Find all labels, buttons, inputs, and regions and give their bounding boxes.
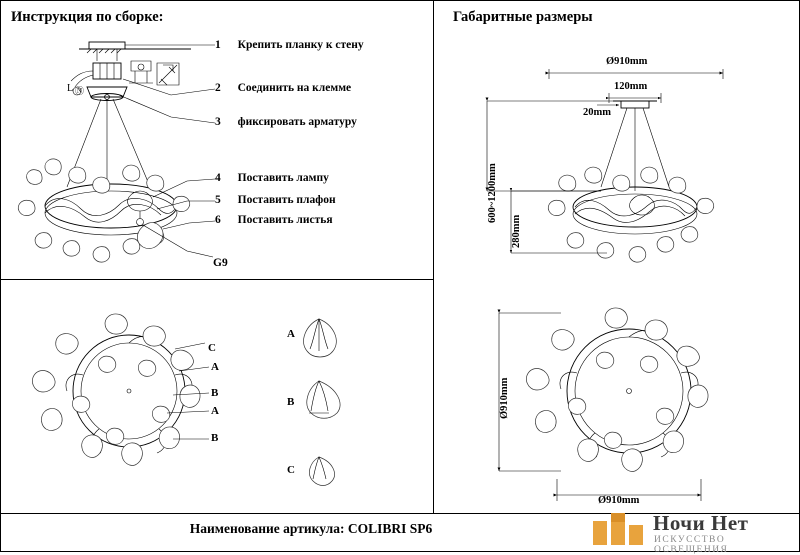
plan-letter-c: C xyxy=(208,342,216,354)
svg-text:L: L xyxy=(67,83,74,94)
dim-plate-height: 20mm xyxy=(583,107,611,118)
assembly-step-4: 4 Поставить лампу xyxy=(215,172,329,184)
part-letter-c: C xyxy=(287,464,295,476)
dim-plate-width: 120mm xyxy=(614,81,648,92)
part-letter-b: B xyxy=(287,396,295,408)
page-title-assembly: Инструкция по сборке: xyxy=(11,9,164,25)
article-caption: Наименование артикула: COLIBRI SP6 xyxy=(189,521,433,536)
plan-letter-b2: B xyxy=(211,432,219,444)
svg-text:Ⓝ: Ⓝ xyxy=(75,86,85,96)
assembly-step-6: 6 Поставить листья xyxy=(215,214,333,226)
plan-letter-b1: B xyxy=(211,387,219,399)
assembly-step-3: 3 фиксировать арматуру xyxy=(215,116,357,128)
assembly-step-2: 2 Соединить на клемме xyxy=(215,82,352,94)
logo-name: Ночи Нет xyxy=(653,511,749,535)
plan-letter-a2: A xyxy=(211,405,219,417)
dim-plan-diameter-horizontal: Ø910mm xyxy=(598,495,640,506)
vertical-divider xyxy=(433,1,434,513)
dim-top-width: Ø910mm xyxy=(606,56,648,67)
assembly-step-1: 1 Крепить планку к стену xyxy=(215,39,364,51)
dim-body-height: 280mm xyxy=(511,214,522,248)
dim-drop-range: 600~1200mm xyxy=(487,163,498,223)
page-title-dimensions: Габаритные размеры xyxy=(453,9,593,25)
plan-letter-a1: A xyxy=(211,361,219,373)
technical-drawing xyxy=(1,1,800,553)
part-letter-a: A xyxy=(287,328,295,340)
dim-plan-diameter-vertical: Ø910mm xyxy=(499,377,510,419)
brand-logo xyxy=(591,509,791,555)
logo-mark-icon xyxy=(591,509,649,547)
assembly-step-5: 5 Поставить плафон xyxy=(215,194,336,206)
horizontal-divider-left xyxy=(1,279,433,280)
logo-tagline: ИСКУССТВО ОСВЕЩЕНИЯ xyxy=(654,535,729,555)
socket-label: G9 xyxy=(213,257,228,269)
